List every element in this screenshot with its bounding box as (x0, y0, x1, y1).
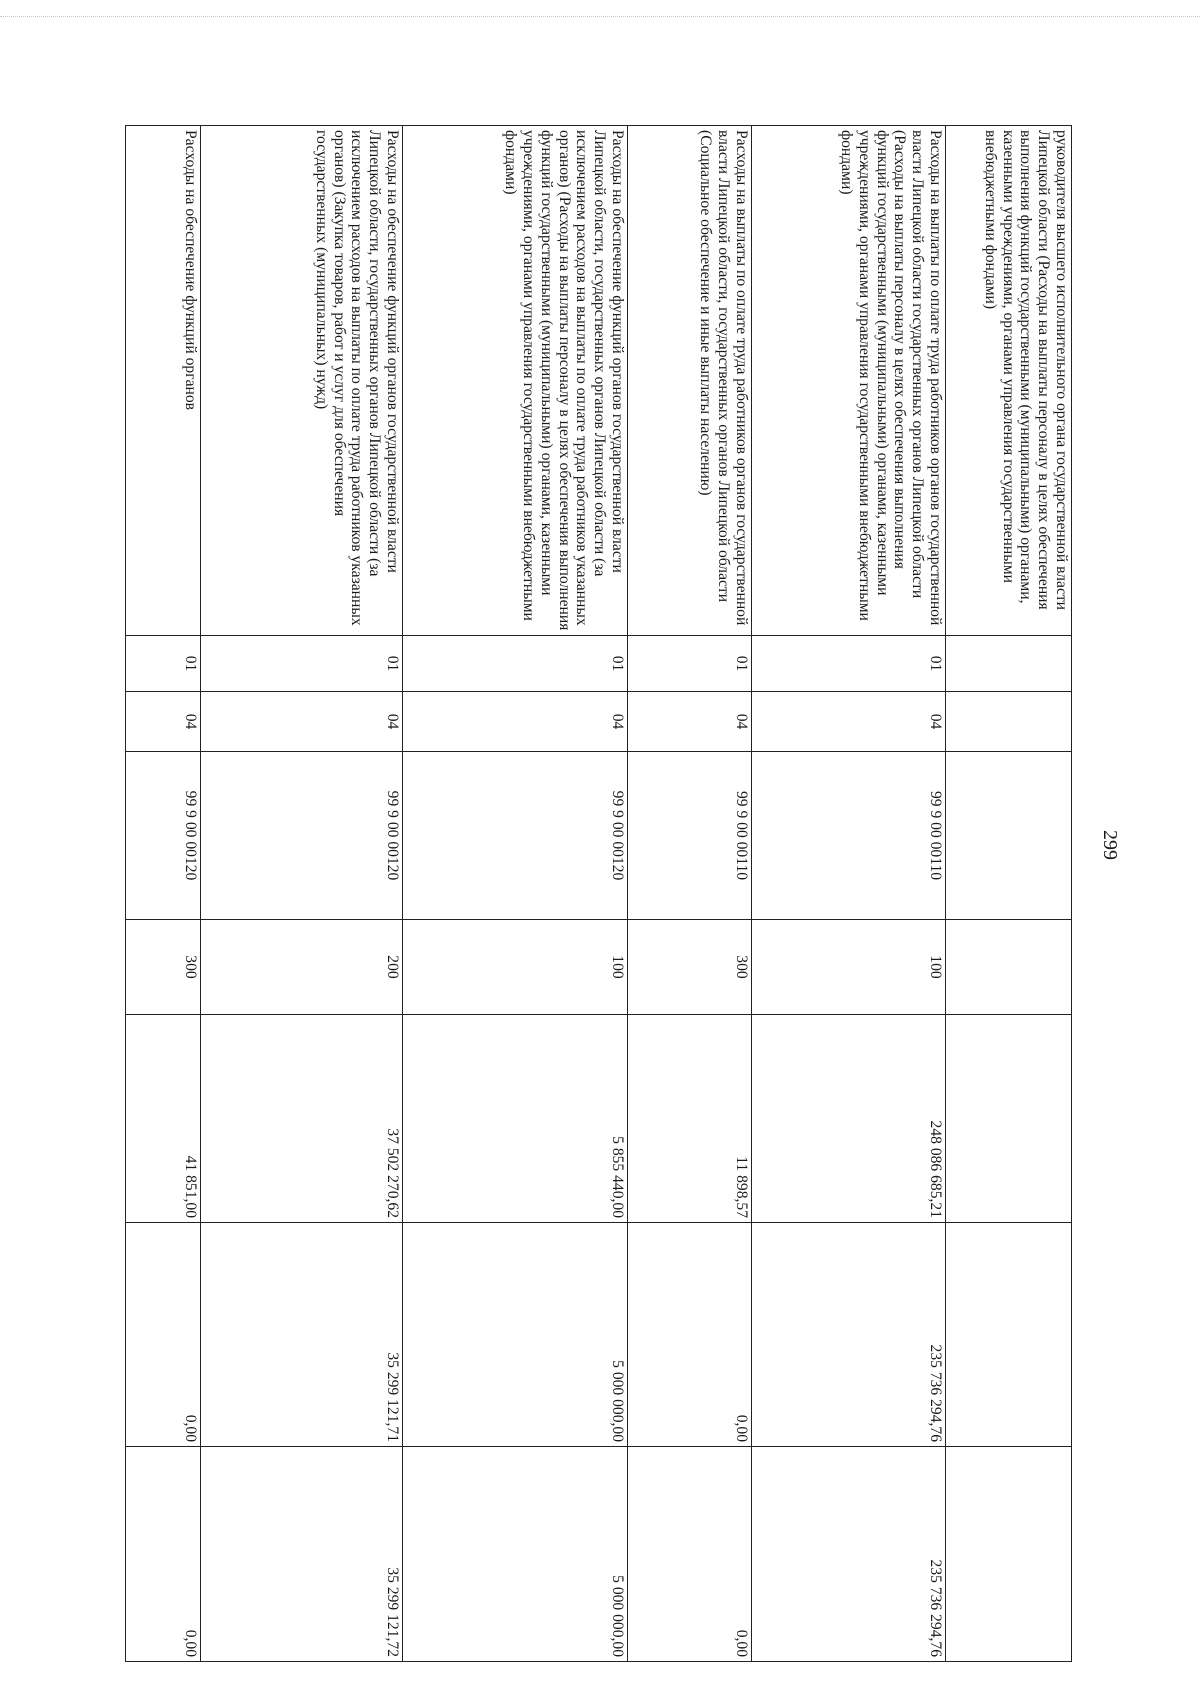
amount-cell-2: 235 736 294,76 (752, 1223, 946, 1447)
expense-type-cell: 300 (628, 920, 752, 1015)
subsection-code-cell (946, 692, 1072, 752)
section-code-cell: 01 (201, 636, 403, 692)
table-row (628, 126, 752, 1662)
expense-name-cell: Расходы на обеспечение функций органов (126, 126, 201, 636)
target-article-cell: 99 9 00 00110 (628, 752, 752, 920)
table-row (946, 126, 1072, 1662)
expense-type-cell: 100 (403, 920, 628, 1015)
section-code-cell: 01 (403, 636, 628, 692)
scan-edge-line (0, 16, 1200, 17)
amount-cell-1: 41 851,00 (126, 1015, 201, 1223)
section-code-cell: 01 (126, 636, 201, 692)
section-code-cell: 01 (752, 636, 946, 692)
rotated-sheet (125, 125, 1072, 1661)
section-code-cell: 01 (628, 636, 752, 692)
target-article-cell: 99 9 00 00120 (201, 752, 403, 920)
subsection-code-cell: 04 (752, 692, 946, 752)
expense-type-cell: 200 (201, 920, 403, 1015)
target-article-cell: 99 9 00 00110 (752, 752, 946, 920)
subsection-code-cell: 04 (126, 692, 201, 752)
amount-cell-1 (946, 1015, 1072, 1223)
expense-type-cell: 300 (126, 920, 201, 1015)
section-code-cell (946, 636, 1072, 692)
amount-cell-3: 5 000 000,00 (403, 1447, 628, 1662)
amount-cell-2: 0,00 (628, 1223, 752, 1447)
subsection-code-cell: 04 (628, 692, 752, 752)
amount-cell-3: 35 299 121,72 (201, 1447, 403, 1662)
table-row (126, 126, 201, 1662)
table-row (752, 126, 946, 1662)
expense-type-cell (946, 920, 1072, 1015)
subsection-code-cell: 04 (403, 692, 628, 752)
amount-cell-1: 11 898,57 (628, 1015, 752, 1223)
subsection-code-cell: 04 (201, 692, 403, 752)
table-row (201, 126, 403, 1662)
amount-cell-3: 0,00 (628, 1447, 752, 1662)
amount-cell-2: 5 000 000,00 (403, 1223, 628, 1447)
expense-name-cell: Расходы на обеспечение функций органов государственной власти Липецкой области, государственных органов Липецкой области (за исключением расходов на выплаты по оплате труда работников указанных органов) (Закупка товаров, работ и услуг для обеспечения государственных (муниципальных) нужд) (201, 126, 403, 636)
amount-cell-3: 0,00 (126, 1447, 201, 1662)
table-row (403, 126, 628, 1662)
target-article-cell (946, 752, 1072, 920)
target-article-cell: 99 9 00 00120 (126, 752, 201, 920)
amount-cell-1: 37 502 270,62 (201, 1015, 403, 1223)
amount-cell-3: 235 736 294,76 (752, 1447, 946, 1662)
amount-cell-3 (946, 1447, 1072, 1662)
rotated-content (125, 125, 1072, 1661)
target-article-cell: 99 9 00 00120 (403, 752, 628, 920)
amount-cell-2 (946, 1223, 1072, 1447)
page-number: 299 (1099, 830, 1121, 860)
amount-cell-1: 248 086 685,21 (752, 1015, 946, 1223)
amount-cell-2: 0,00 (126, 1223, 201, 1447)
expense-type-cell: 100 (752, 920, 946, 1015)
expense-name-cell: Расходы на выплаты по оплате труда работников органов государственной власти Липецкой области государственных органов Липецкой области (Расходы на выплаты персоналу в целях обеспечения выполнения функций государственными (муниципальными) органами, казенными учреждениями, органами управления государственными внебюджетными фондами) (752, 126, 946, 636)
budget-table (125, 125, 1072, 1662)
expense-name-cell: Расходы на обеспечение функций органов государственной власти Липецкой области, государственных органов Липецкой области (за исключением расходов на выплаты по оплате труда работников указанных органов) (Расходы на выплаты персоналу в целях обеспечения выполнения функций государственными (муниципальными) органами, казенными учреждениями, органами управления государственными внебюджетными фондами) (403, 126, 628, 636)
expense-name-cell: руководителя высшего исполнительного органа государственной власти Липецкой области (Расходы на выплаты персоналу в целях обеспечения выполнения функций государственными (муниципальными) органами, казенными учреждениями, органами управления государственными внебюджетными фондами) (946, 126, 1072, 636)
amount-cell-1: 5 855 440,00 (403, 1015, 628, 1223)
expense-name-cell: Расходы на выплаты по оплате труда работников органов государственной власти Липецкой области, государственных органов Липецкой области (Социальное обеспечение и иные выплаты населению) (628, 126, 752, 636)
amount-cell-2: 35 299 121,71 (201, 1223, 403, 1447)
